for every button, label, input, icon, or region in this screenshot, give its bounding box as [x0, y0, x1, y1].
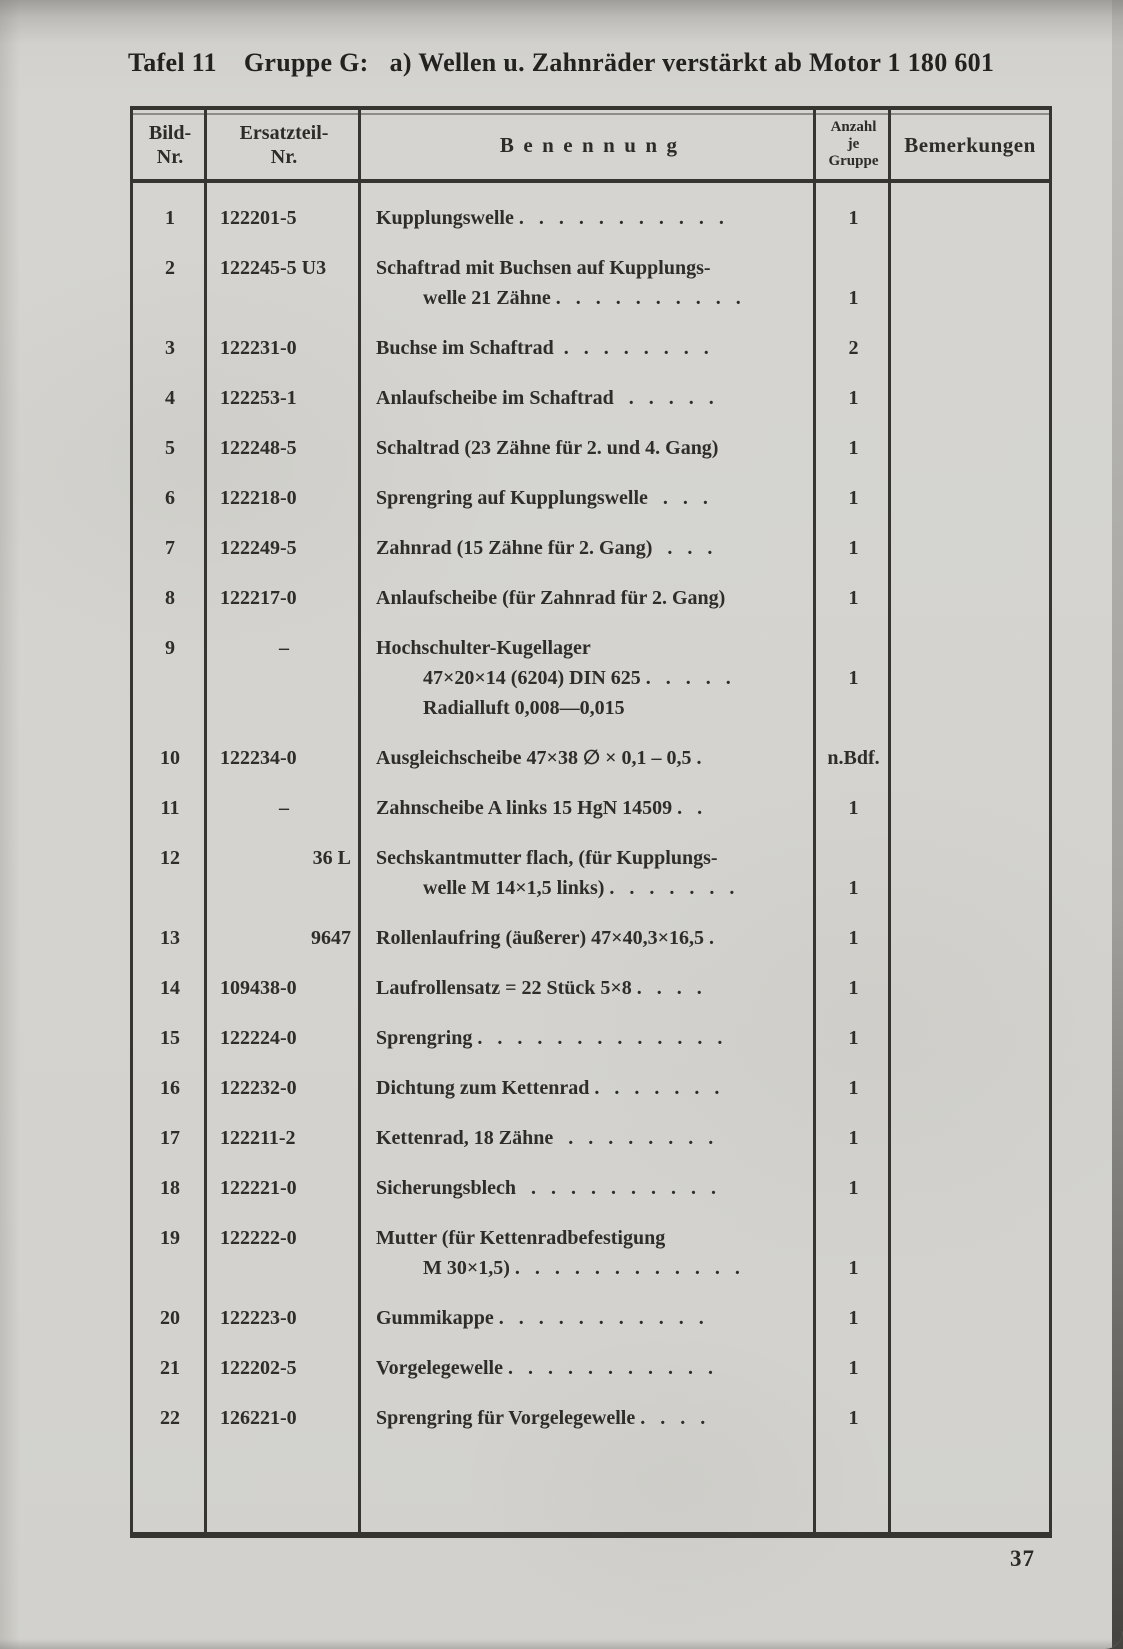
- benennung-line: Schaltrad (23 Zähne für 2. und 4. Gang): [376, 437, 719, 459]
- ersatzteil-nr-cell: 122218-0: [220, 487, 297, 509]
- ersatzteil-nr-cell: 109438-0: [220, 977, 297, 999]
- bild-nr-cell: 10: [160, 747, 180, 769]
- top-edge-shade: [0, 0, 1123, 44]
- anzahl-line: 1: [848, 977, 859, 999]
- ersatzteil-nr-cell: 122249-5: [220, 537, 297, 559]
- page-title: [128, 48, 1028, 78]
- ersatzteil-nr-cell: 122253-1: [220, 387, 297, 409]
- anzahl-cell: [816, 793, 891, 823]
- table-row: [133, 1023, 1049, 1053]
- anzahl-line: 1: [848, 797, 859, 819]
- table-row: [133, 203, 1049, 233]
- ersatzteil-nr-cell: 122223-0: [220, 1307, 297, 1329]
- table-row: [133, 793, 1049, 823]
- benennung-line: Kupplungswelle . . . . . . . . . . .: [376, 207, 724, 229]
- header-cell-benennung: Benennung: [499, 132, 687, 157]
- benennung-cell: [361, 633, 816, 723]
- benennung-cell: [361, 433, 816, 463]
- benennung-line: Buchse im Schaftrad . . . . . . . .: [376, 337, 709, 359]
- anzahl-line: 1: [848, 437, 859, 459]
- anzahl-cell: [816, 253, 891, 313]
- benennung-cell: [361, 1353, 816, 1383]
- ersatzteil-nr-cell: 122221-0: [220, 1177, 297, 1199]
- benennung-line: Hochschulter-Kugellager: [376, 637, 591, 659]
- ersatzteil-nr-cell: 122211-2: [220, 1127, 296, 1149]
- title-tafel: Tafel 11: [128, 48, 217, 77]
- table-row: [133, 433, 1049, 463]
- bild-nr-cell: 3: [165, 337, 175, 359]
- bemerkungen-cell: [891, 1403, 1049, 1433]
- bild-nr-cell: 4: [165, 387, 175, 409]
- bemerkungen-cell: [891, 583, 1049, 613]
- anzahl-cell: [816, 483, 891, 513]
- ersatzteil-nr-cell: 122248-5: [220, 437, 297, 459]
- bild-nr-cell: 22: [160, 1407, 180, 1429]
- benennung-cell: [361, 1123, 816, 1153]
- benennung-line: Zahnrad (15 Zähne für 2. Gang) . . .: [376, 537, 713, 559]
- bild-nr-cell: 7: [165, 537, 175, 559]
- anzahl-line: [816, 1223, 891, 1253]
- anzahl-line: 1: [848, 287, 859, 309]
- bemerkungen-cell: [891, 203, 1049, 233]
- table-header: [133, 110, 1049, 183]
- ersatzteil-nr-cell: 36 L: [312, 847, 351, 869]
- bild-nr-cell: 1: [165, 207, 175, 229]
- benennung-cell: [361, 743, 816, 773]
- bemerkungen-cell: [891, 1123, 1049, 1153]
- benennung-line: Sprengring . . . . . . . . . . . . .: [376, 1027, 723, 1049]
- bemerkungen-cell: [891, 333, 1049, 363]
- ersatzteil-nr-cell: –: [279, 797, 289, 819]
- benennung-line: Laufrollensatz = 22 Stück 5×8 . . . .: [376, 977, 702, 999]
- ersatzteil-nr-cell: 122224-0: [220, 1027, 297, 1049]
- ersatzteil-nr-cell: 9647: [311, 927, 351, 949]
- bild-nr-cell: 17: [160, 1127, 180, 1149]
- title-gruppe: Gruppe G:: [243, 48, 369, 77]
- anzahl-line: [816, 253, 891, 283]
- ersatzteil-nr-cell: 122201-5: [220, 207, 297, 229]
- benennung-cell: [361, 1223, 816, 1283]
- anzahl-cell: [816, 433, 891, 463]
- table-row: [133, 973, 1049, 1003]
- anzahl-cell: [816, 203, 891, 233]
- bild-nr-cell: 12: [160, 847, 180, 869]
- bild-nr-cell: 20: [160, 1307, 180, 1329]
- benennung-line: M 30×1,5) . . . . . . . . . . . .: [423, 1257, 740, 1279]
- benennung-line: Radialluft 0,008—0,015: [423, 697, 625, 719]
- anzahl-cell: [816, 843, 891, 903]
- bemerkungen-cell: [891, 533, 1049, 563]
- bemerkungen-cell: [891, 383, 1049, 413]
- header-cell-bild-nr: [133, 121, 207, 169]
- header-line: Anzahl: [830, 119, 877, 135]
- header-cell-ersatzteil-nr: [207, 121, 361, 169]
- anzahl-line: [816, 693, 891, 723]
- table-row: [133, 923, 1049, 953]
- title-text: a) Wellen u. Zahnräder verstärkt ab Motor 1 180 601: [389, 48, 995, 77]
- anzahl-line: [816, 633, 891, 663]
- benennung-line: Sicherungsblech . . . . . . . . . .: [376, 1177, 717, 1199]
- anzahl-line: 1: [848, 877, 859, 899]
- bild-nr-cell: 13: [160, 927, 180, 949]
- benennung-line: Sprengring auf Kupplungswelle . . .: [376, 487, 708, 509]
- bemerkungen-cell: [891, 1023, 1049, 1053]
- benennung-cell: [361, 1303, 816, 1333]
- bild-nr-cell: 19: [160, 1227, 180, 1249]
- benennung-cell: [361, 793, 816, 823]
- bottom-edge-shade: [0, 1639, 1123, 1649]
- bemerkungen-cell: [891, 483, 1049, 513]
- ersatzteil-nr-cell: 122202-5: [220, 1357, 297, 1379]
- header-line: Bild-: [148, 121, 192, 144]
- benennung-line: welle 21 Zähne . . . . . . . . . .: [423, 287, 741, 309]
- anzahl-line: 1: [848, 1077, 859, 1099]
- bemerkungen-cell: [891, 973, 1049, 1003]
- benennung-cell: [361, 1023, 816, 1053]
- anzahl-cell: [816, 583, 891, 613]
- benennung-line: Sechskantmutter flach, (für Kupplungs-: [376, 847, 718, 869]
- benennung-cell: [361, 483, 816, 513]
- bemerkungen-cell: [891, 253, 1049, 313]
- header-cell-bemerkungen: Bemerkungen: [904, 132, 1036, 157]
- table-row: [133, 633, 1049, 723]
- anzahl-cell: [816, 923, 891, 953]
- anzahl-line: 1: [848, 1357, 859, 1379]
- benennung-cell: [361, 1073, 816, 1103]
- header-line: Nr.: [156, 145, 184, 168]
- benennung-cell: [361, 253, 816, 313]
- bemerkungen-cell: [891, 793, 1049, 823]
- anzahl-cell: [816, 1123, 891, 1153]
- anzahl-cell: [816, 1353, 891, 1383]
- header-line: Gruppe: [828, 153, 879, 169]
- table-row: [133, 1173, 1049, 1203]
- header-line: Nr.: [270, 145, 298, 168]
- benennung-cell: [361, 1173, 816, 1203]
- anzahl-cell: [816, 1223, 891, 1283]
- benennung-line: Anlaufscheibe (für Zahnrad für 2. Gang): [376, 587, 726, 609]
- header-cell-anzahl-je-gruppe: [816, 119, 891, 170]
- table-row: [133, 483, 1049, 513]
- benennung-cell: [361, 333, 816, 363]
- bemerkungen-cell: [891, 743, 1049, 773]
- bild-nr-cell: 6: [165, 487, 175, 509]
- left-edge-shade: [0, 0, 20, 1649]
- anzahl-line: 1: [848, 1127, 859, 1149]
- anzahl-line: [816, 843, 891, 873]
- benennung-line: Mutter (für Kettenradbefestigung: [376, 1227, 666, 1249]
- anzahl-cell: [816, 743, 891, 773]
- bemerkungen-cell: [891, 1303, 1049, 1333]
- anzahl-cell: [816, 633, 891, 723]
- ersatzteil-nr-cell: –: [279, 637, 289, 659]
- anzahl-cell: [816, 1403, 891, 1433]
- bemerkungen-cell: [891, 1173, 1049, 1203]
- table-row: [133, 383, 1049, 413]
- header-line: Ersatzteil-: [239, 121, 329, 144]
- bild-nr-cell: 14: [160, 977, 180, 999]
- anzahl-line: 1: [848, 1407, 859, 1429]
- table-row: [133, 1223, 1049, 1283]
- bild-nr-cell: 21: [160, 1357, 180, 1379]
- ersatzteil-nr-cell: 122232-0: [220, 1077, 297, 1099]
- table-row: [133, 1123, 1049, 1153]
- page-number: 37: [1010, 1546, 1035, 1571]
- benennung-line: Vorgelegewelle . . . . . . . . . . .: [376, 1357, 713, 1379]
- anzahl-line: 1: [848, 387, 859, 409]
- bemerkungen-cell: [891, 1353, 1049, 1383]
- anzahl-line: 1: [848, 1027, 859, 1049]
- bemerkungen-cell: [891, 1223, 1049, 1283]
- anzahl-cell: [816, 383, 891, 413]
- table-body: [133, 183, 1049, 1433]
- ersatzteil-nr-cell: 122231-0: [220, 337, 297, 359]
- ersatzteil-nr-cell: 122234-0: [220, 747, 297, 769]
- benennung-line: 47×20×14 (6204) DIN 625 . . . . .: [423, 667, 731, 689]
- anzahl-cell: [816, 1073, 891, 1103]
- bild-nr-cell: 9: [165, 637, 175, 659]
- table-row: [133, 843, 1049, 903]
- bemerkungen-cell: [891, 433, 1049, 463]
- anzahl-line: 1: [848, 1307, 859, 1329]
- table-row: [133, 1353, 1049, 1383]
- ersatzteil-nr-cell: 126221-0: [220, 1407, 297, 1429]
- benennung-cell: [361, 923, 816, 953]
- anzahl-cell: [816, 1173, 891, 1203]
- table-row: [133, 1403, 1049, 1433]
- benennung-cell: [361, 583, 816, 613]
- benennung-cell: [361, 843, 816, 903]
- bemerkungen-cell: [891, 843, 1049, 903]
- bild-nr-cell: 16: [160, 1077, 180, 1099]
- benennung-cell: [361, 973, 816, 1003]
- anzahl-line: 1: [848, 927, 859, 949]
- anzahl-line: 1: [848, 537, 859, 559]
- anzahl-line: 1: [848, 667, 859, 689]
- benennung-line: Gummikappe . . . . . . . . . . .: [376, 1307, 704, 1329]
- bild-nr-cell: 5: [165, 437, 175, 459]
- benennung-line: Dichtung zum Kettenrad . . . . . . .: [376, 1077, 720, 1099]
- anzahl-line: 1: [848, 587, 859, 609]
- anzahl-line: 1: [848, 1257, 859, 1279]
- ersatzteil-nr-cell: 122222-0: [220, 1227, 297, 1249]
- bemerkungen-cell: [891, 923, 1049, 953]
- benennung-cell: [361, 533, 816, 563]
- parts-table: [130, 106, 1052, 1538]
- anzahl-line: 1: [848, 487, 859, 509]
- benennung-line: Sprengring für Vorgelegewelle . . . .: [376, 1407, 706, 1429]
- table-row: [133, 583, 1049, 613]
- ersatzteil-nr-cell: 122245-5 U3: [220, 257, 327, 279]
- anzahl-cell: [816, 333, 891, 363]
- bild-nr-cell: 11: [160, 797, 180, 819]
- benennung-line: welle M 14×1,5 links) . . . . . . .: [423, 877, 735, 899]
- bemerkungen-cell: [891, 1073, 1049, 1103]
- table-row: [133, 333, 1049, 363]
- header-line: je: [847, 136, 860, 152]
- bemerkungen-cell: [891, 633, 1049, 723]
- benennung-cell: [361, 1403, 816, 1433]
- anzahl-line: 2: [848, 337, 859, 359]
- benennung-line: Schaftrad mit Buchsen auf Kupplungs-: [376, 257, 711, 279]
- anzahl-line: 1: [848, 207, 859, 229]
- anzahl-line: n.Bdf.: [827, 747, 880, 769]
- table-row: [133, 533, 1049, 563]
- anzahl-cell: [816, 1023, 891, 1053]
- anzahl-cell: [816, 533, 891, 563]
- right-edge-shade: [1112, 0, 1123, 1649]
- benennung-line: Anlaufscheibe im Schaftrad . . . . .: [376, 387, 714, 409]
- table-row: [133, 253, 1049, 313]
- anzahl-cell: [816, 1303, 891, 1333]
- benennung-cell: [361, 383, 816, 413]
- anzahl-line: 1: [848, 1177, 859, 1199]
- benennung-line: Zahnscheibe A links 15 HgN 14509 . .: [376, 797, 703, 819]
- bild-nr-cell: 15: [160, 1027, 180, 1049]
- bild-nr-cell: 18: [160, 1177, 180, 1199]
- bild-nr-cell: 2: [165, 257, 175, 279]
- anzahl-cell: [816, 973, 891, 1003]
- benennung-line: Rollenlaufring (äußerer) 47×40,3×16,5 .: [376, 927, 714, 949]
- benennung-line: Ausgleichscheibe 47×38 ∅ × 0,1 – 0,5 .: [376, 747, 702, 769]
- table-row: [133, 743, 1049, 773]
- benennung-cell: [361, 203, 816, 233]
- table-row: [133, 1303, 1049, 1333]
- bild-nr-cell: 8: [165, 587, 175, 609]
- benennung-line: Kettenrad, 18 Zähne . . . . . . . .: [376, 1127, 714, 1149]
- ersatzteil-nr-cell: 122217-0: [220, 587, 297, 609]
- table-row: [133, 1073, 1049, 1103]
